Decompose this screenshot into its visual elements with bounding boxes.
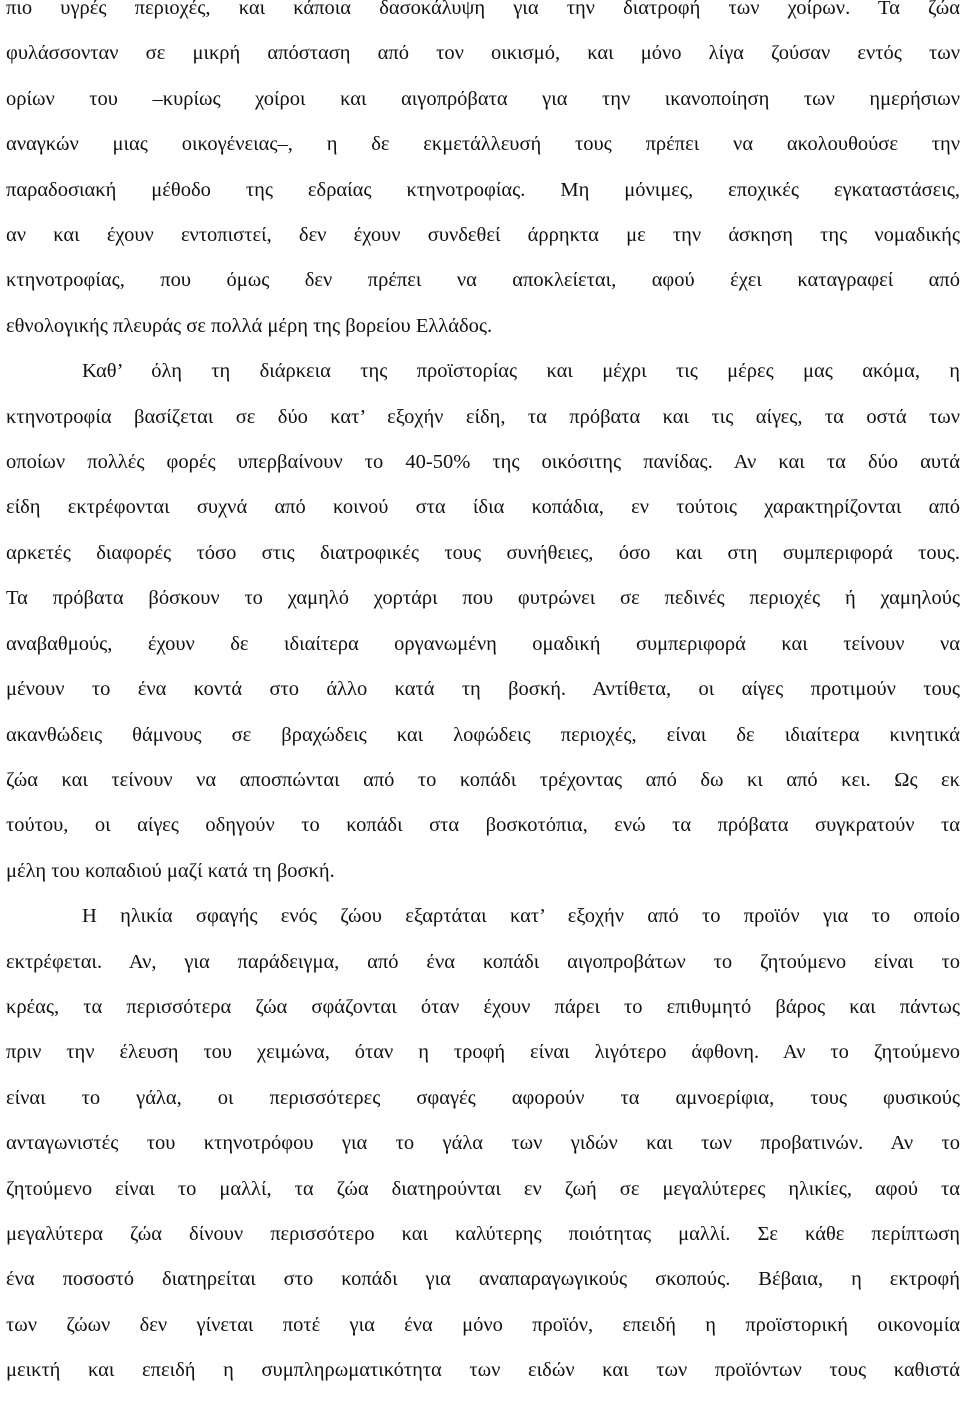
text-line: κτηνοτροφία βασίζεται σε δύο κατ’ εξοχήν είδη, τα πρόβατα και τις αίγες, τα οστά των — [6, 405, 960, 428]
text-line: μέλη του κοπαδιού μαζί κατά τη βοσκή. — [6, 859, 335, 882]
text-line: κρέας, τα περισσότερα ζώα σφάζονται όταν έχουν πάρει το επιθυμητό βάρος και πάντως — [6, 995, 960, 1018]
text-line: μένουν το ένα κοντά στο άλλο κατά τη βοσκή. Αντίθετα, οι αίγες προτιμούν τους — [6, 678, 960, 701]
text-line: εκτρέφεται. Αν, για παράδειγμα, από ένα κοπάδι αιγοπροβάτων το ζητούμενο είναι το — [6, 950, 960, 973]
paragraph-1 — [6, 0, 960, 349]
text-line: αναβαθμούς, έχουν δε ιδιαίτερα οργανωμένη ομαδική συμπεριφορά και τείνουν να — [6, 632, 960, 655]
text-line: παραδοσιακή μέθοδο της εδραίας κτηνοτροφίας. Μη μόνιμες, εποχικές εγκαταστάσεις, — [6, 178, 960, 201]
text-line: ανταγωνιστές του κτηνοτρόφου για το γάλα των γιδών και των προβατινών. Αν το — [6, 1132, 960, 1155]
text-line: πριν την έλευση του χειμώνα, όταν η τροφή είναι λιγότερο άφθονη. Αν το ζητούμενο — [6, 1041, 960, 1064]
text-line: αναγκών μιας οικογένειας–, η δε εκμετάλλευσή τους πρέπει να ακολουθούσε την — [6, 133, 960, 156]
text-line: κτηνοτροφίας, που όμως δεν πρέπει να αποκλείεται, αφού έχει καταγραφεί από — [6, 269, 960, 292]
text-line: των ζώων δεν γίνεται ποτέ για ένα μόνο προϊόν, επειδή η προϊστορική οικονομία — [6, 1313, 960, 1336]
text-line: Τα πρόβατα βόσκουν το χαμηλό χορτάρι που φυτρώνει σε πεδινές περιοχές ή χαμηλούς — [6, 587, 960, 610]
text-line: εθνολογικής πλευράς σε πολλά μέρη της βορείου Ελλάδος. — [6, 314, 493, 337]
text-line: μεικτή και επειδή η συμπληρωματικότητα των ειδών και των προϊόντων τους καθιστά — [6, 1359, 960, 1382]
text-line: ένα ποσοστό διατηρείται στο κοπάδι για αναπαραγωγικούς σκοπούς. Βέβαια, η εκτροφή — [6, 1268, 960, 1291]
text-line: ζητούμενο είναι το μαλλί, τα ζώα διατηρούνται εν ζωή σε μεγαλύτερες ηλικίες, αφού τα — [6, 1177, 960, 1200]
text-line: αν και έχουν εντοπιστεί, δεν έχουν συνδεθεί άρρηκτα με την άσκηση της νομαδικής — [6, 224, 960, 247]
text-line: μεγαλύτερα ζώα δίνουν περισσότερο και καλύτερης ποιότητας μαλλί. Σε κάθε περίπτωση — [6, 1222, 960, 1245]
paragraph-3 — [6, 894, 960, 1393]
text-line: είδη εκτρέφονται συχνά από κοινού στα ίδια κοπάδια, εν τούτοις χαρακτηρίζονται από — [6, 496, 960, 519]
text-line: αρκετές διαφορές τόσο στις διατροφικές τους συνήθειες, όσο και στη συμπεριφορά τους. — [6, 541, 960, 564]
text-line: ορίων του –κυρίως χοίροι και αιγοπρόβατα για την ικανοποίηση των ημερήσιων — [6, 87, 960, 110]
text-line: ακανθώδεις θάμνους σε βραχώδεις και λοφώδεις περιοχές, είναι δε ιδιαίτερα κινητικά — [6, 723, 960, 746]
text-line: οποίων πολλές φορές υπερβαίνουν το 40-50% της οικόσιτης πανίδας. Αν και τα δύο αυτά — [6, 451, 960, 474]
text-line: Καθ’ όλη τη διάρκεια της προϊστορίας και μέχρι τις μέρες μας ακόμα, η — [82, 360, 960, 383]
text-line: Η ηλικία σφαγής ενός ζώου εξαρτάται κατ’ εξοχήν από το προϊόν για το οποίο — [82, 905, 960, 928]
text-line: είναι το γάλα, οι περισσότερες σφαγές αφορούν τα αμνοερίφια, τους φυσικούς — [6, 1086, 960, 1109]
document-page — [6, 0, 960, 1394]
paragraph-2 — [6, 349, 960, 894]
text-line: τούτου, οι αίγες οδηγούν το κοπάδι στα βοσκοτόπια, ενώ τα πρόβατα συγκρατούν τα — [6, 814, 960, 837]
text-line: ζώα και τείνουν να αποσπώνται από το κοπάδι τρέχοντας από δω κι από κει. Ως εκ — [6, 768, 960, 791]
text-line: φυλάσσονταν σε μικρή απόσταση από τον οικισμό, και μόνο λίγα ζούσαν εντός των — [6, 42, 960, 65]
text-line: πιο υγρές περιοχές, και κάποια δασοκάλυψη για την διατροφή των χοίρων. Τα ζώα — [6, 0, 960, 19]
